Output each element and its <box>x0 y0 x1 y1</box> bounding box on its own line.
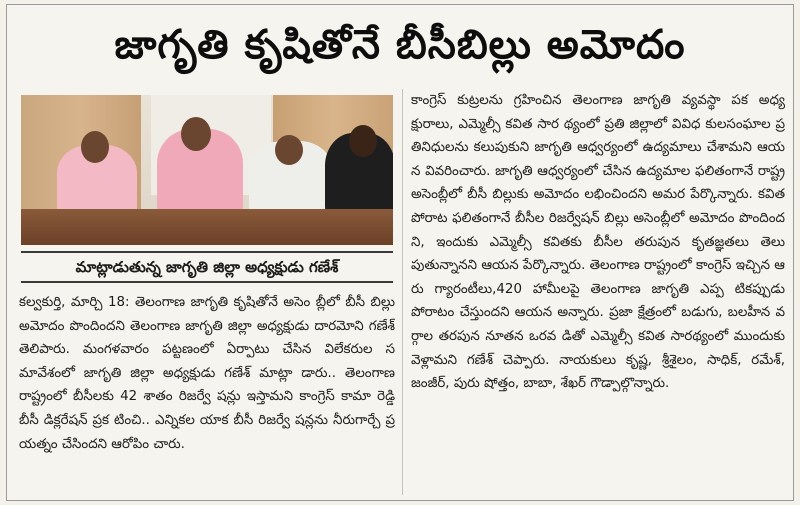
person-3-head <box>275 135 303 165</box>
column-divider <box>402 89 403 495</box>
article-text-left-column: కల్వకుర్తి, మార్చి 18: తెలంగాణ జాగృతి కృషితోనే అసెం బ్లీలో బీసీ బిల్లు అమోదం పొందిందని తెలంగాణ జాగృతి జిల్లా అధ్యక్షుడు దారమోని గణేశ్ తెలిపారు. మంగళవారం పట్టణంలో ఏర్పాటు చేసిన విలేకరుల సమావేశంలో జాగృతి జిల్లా అధ్యక్షుడు గణేశ్ మాట్లా డారు.. తెలంగాణ రాష్ట్రంలో బీసీలకు 42 శాతం రిజర్వే షన్లు ఇస్తామని కాంగ్రెస్ కామా రెడ్డి బీసీ డిక్లరేషన్ ప్రక టించి.. ఎన్నికల యాక బీసీ రిజర్వే షన్లను నీరుగార్చే ప్రయత్నం చేసిందని ఆరోపిం చారు. <box>19 295 395 452</box>
photo-caption: మాట్లాడుతున్న జాగృతి జిల్లా అధ్యక్షుడు గణేశ్ <box>21 251 393 283</box>
article-text-right-column: కాంగ్రెస్ కుట్రలను గ్రహించిన తెలంగాణ జాగృతి వ్యవస్థా పక అధ్య క్షురాలు, ఎమ్మెల్సీ కవిత సార థ్యంలో ప్రతి జిల్లాలో వివిధ కులసంఘాల ప్రతినిధులను కలుపుకుని జాగృతి ఆధ్వర్యంలో ఉద్యమాలు చేశామని ఆయన వివరించారు. జాగృతి ఆధ్వర్యంలో చేసిన ఉద్యమాల ఫలితంగానే రాష్ట్ర అసెంబ్లీలో బీసీ బిల్లుకు అమోదం లభించిందని అమర పేర్కొన్నారు. కవిత పోరాట ఫలితంగానే బీసీల రిజర్వేషన్ బిల్లు అసెంబ్లీలో అమోదం పొందిందని, ఇందుకు ఎమ్మెల్సీ కవితకు బీసీల తరుపున కృతజ్ఞతలు తెలు పుతున్నానని ఆయన పేర్కొన్నారు. తెలంగాణ రాష్ట్రంలో కాంగ్రెస్ ఇచ్చిన ఆరు గ్యారంటీలు,420 హామీలపై తెలంగాణ జాగృతి ఎప్ప టికప్పుడు పోరాటం చేస్తుందని ఆయన అన్నారు. ప్రజా క్షేత్రంలో బడుగు, బలహీన వర్గాల తరపున నూతన ఒరవ డితో ఎమ్మెల్సీ కవిత సారథ్యంలో ముందుకు వెళ్లామని గణేశ్ చెప్పారు. నాయకులు కృష్ణ, శ్రీశైలం, సాధిక్, రమేశ్, జంజీర్, పురు షోత్తం, బాబా, శేఖర్ గౌడ్పాల్గొన్నారు. <box>411 93 785 392</box>
newspaper-clipping <box>6 4 794 501</box>
headline: జాగృతి కృషితోనే బీసీబిల్లు అమోదం <box>114 22 686 68</box>
person-1-head <box>81 131 109 163</box>
person-4-head <box>349 125 377 157</box>
person-2-head <box>181 117 211 151</box>
table <box>21 209 393 245</box>
news-photo <box>21 95 393 245</box>
